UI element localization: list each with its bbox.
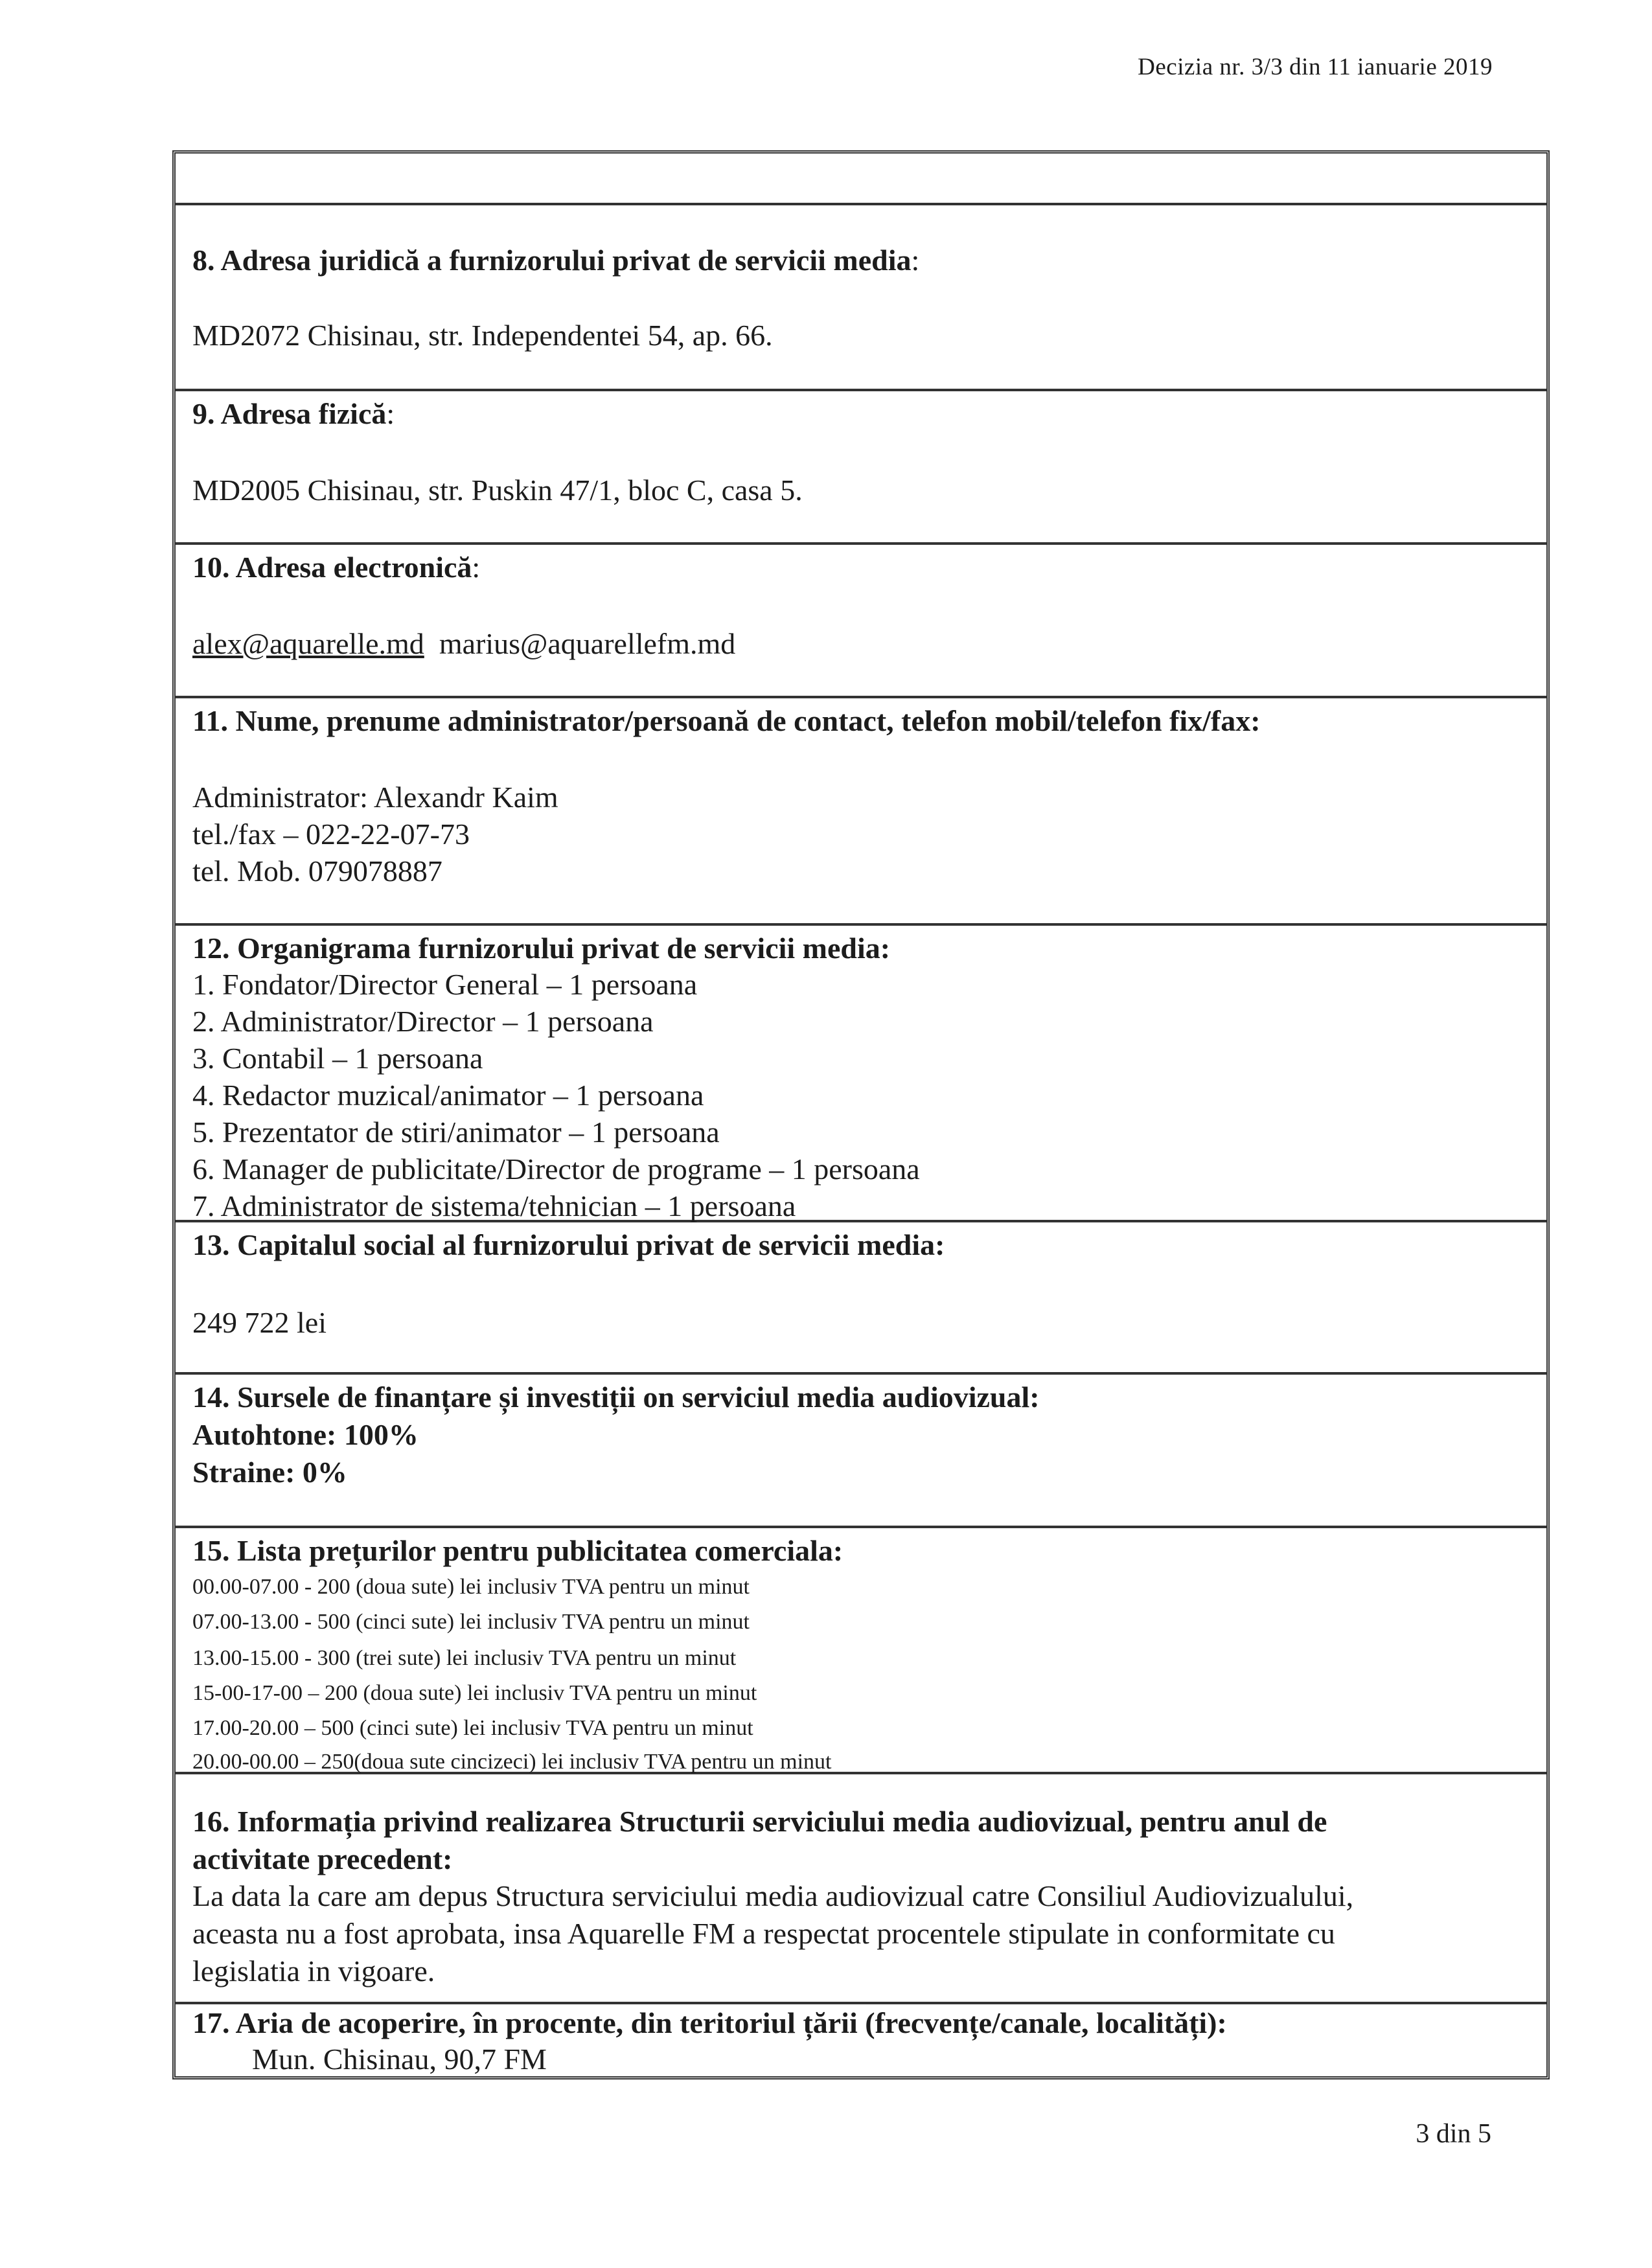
financing-foreign: Straine: 0% — [192, 1456, 347, 1489]
section-title: 9. Adresa fizică: — [192, 397, 395, 430]
price-row: 20.00-00.00 – 250(doua sute cincizeci) lei inclusiv TVA pentru un minut — [192, 1750, 832, 1774]
section-physical-address — [176, 391, 1546, 545]
section-coverage — [176, 2004, 1546, 2076]
list-item: 3. Contabil – 1 persoana — [192, 1042, 483, 1075]
contact-line: tel. Mob. 079078887 — [192, 854, 442, 888]
list-item: 6. Manager de publicitate/Director de programe – 1 persoana — [192, 1152, 920, 1186]
legal-address-value: MD2072 Chisinau, str. Independentei 54, ap. 66. — [192, 319, 773, 352]
physical-address-value: MD2005 Chisinau, str. Puskin 47/1, bloc C, casa 5. — [192, 474, 803, 507]
price-row: 07.00-13.00 - 500 (cinci sute) lei inclusiv TVA pentru un minut — [192, 1610, 750, 1634]
list-item: 4. Redactor muzical/animator – 1 persoana — [192, 1079, 704, 1112]
section-title: 12. Organigrama furnizorului privat de servicii media: — [192, 932, 891, 965]
email-link-alex[interactable]: alex@aquarelle.md — [192, 627, 424, 660]
section-title: 11. Nume, prenume administrator/persoană de contact, telefon mobil/telefon fix/fax: — [192, 704, 1261, 737]
price-row: 00.00-07.00 - 200 (doua sute) lei inclusiv TVA pentru un minut — [192, 1575, 750, 1599]
email-list — [192, 629, 735, 659]
price-row: 13.00-15.00 - 300 (trei sute) lei inclusiv TVA pentru un minut — [192, 1646, 737, 1670]
list-item: 7. Administrator de sistema/tehnician – 1 persoana — [192, 1189, 796, 1222]
list-item: 2. Administrator/Director – 1 persoana — [192, 1005, 654, 1038]
section-financing — [176, 1375, 1546, 1528]
form-table — [172, 150, 1550, 2079]
section-title: 17. Aria de acoperire, în procente, din teritoriul țării (frecvențe/canale, localități): — [192, 2006, 1227, 2039]
price-row: 17.00-20.00 – 500 (cinci sute) lei inclusiv TVA pentru un minut — [192, 1716, 753, 1740]
page-number: 3 din 5 — [1416, 2119, 1491, 2149]
contact-line: Administrator: Alexandr Kaim — [192, 781, 558, 814]
section-title: 13. Capitalul social al furnizorului privat de servicii media: — [192, 1228, 945, 1261]
section-legal-address — [176, 205, 1546, 391]
financing-local: Autohtone: 100% — [192, 1418, 419, 1451]
decision-header: Decizia nr. 3/3 din 11 ianuarie 2019 — [1138, 54, 1493, 80]
section-email — [176, 545, 1546, 698]
section-price-list — [176, 1528, 1546, 1774]
price-row: 15-00-17-00 – 200 (doua sute) lei inclusiv TVA pentru un minut — [192, 1681, 757, 1705]
section-title: 8. Adresa juridică a furnizorului privat de servicii media: — [192, 244, 920, 277]
section-structure-info — [176, 1774, 1546, 2004]
section-title: 16. Informația privind realizarea Structurii serviciului media audiovizual, pentru anul de — [192, 1805, 1327, 1838]
section-title: 15. Lista prețurilor pentru publicitatea comerciala: — [192, 1534, 843, 1567]
coverage-value: Mun. Chisinau, 90,7 FM — [252, 2043, 547, 2076]
section-organigram — [176, 926, 1546, 1222]
capital-value: 249 722 lei — [192, 1306, 327, 1339]
section-capital — [176, 1222, 1546, 1375]
section-title: 10. Adresa electronică: — [192, 551, 481, 584]
section-contact — [176, 698, 1546, 926]
email-marius: marius@aquarellefm.md — [439, 627, 736, 660]
structure-text: aceasta nu a fost aprobata, insa Aquarelle FM a respectat procentele stipulate in conformitate cu — [192, 1917, 1335, 1950]
section-title: 14. Sursele de finanțare și investiții on serviciul media audiovizual: — [192, 1380, 1040, 1414]
list-item: 5. Prezentator de stiri/animator – 1 persoana — [192, 1116, 720, 1149]
empty-row — [176, 154, 1546, 205]
contact-line: tel./fax – 022-22-07-73 — [192, 818, 470, 851]
list-item: 1. Fondator/Director General – 1 persoana — [192, 968, 698, 1001]
structure-text: legislatia in vigoare. — [192, 1954, 435, 1987]
section-title-continued: activitate precedent: — [192, 1842, 453, 1875]
structure-text: La data la care am depus Structura serviciului media audiovizual catre Consiliul Audiovizualului, — [192, 1879, 1354, 1912]
